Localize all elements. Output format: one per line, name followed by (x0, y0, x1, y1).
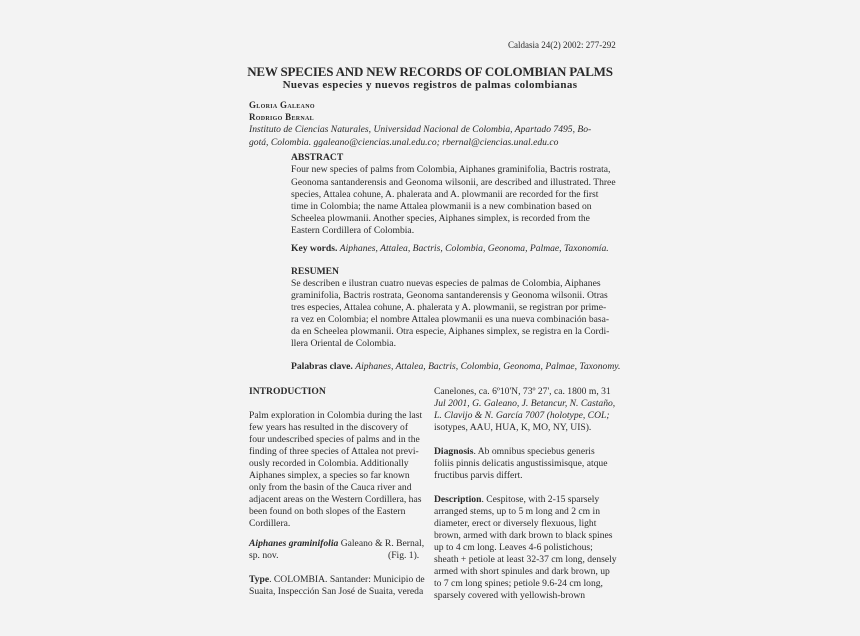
keywords-text: Aiphanes, Attalea, Bactris, Colombia, Geonoma, Palmae, Taxonomía. (339, 243, 609, 254)
description-line: arranged stems, up to 5 m long and 2 cm in (434, 506, 600, 517)
diagnosis-line: foliis pinnis delicatis angustissimisque, atque (434, 458, 608, 469)
type-continued-line: isotypes, AAU, HUA, K, MO, NY, UIS). (434, 422, 592, 433)
description-label: Description (434, 494, 482, 505)
description-line: diameter, erect or diversely flexuous, light (434, 518, 597, 529)
affiliation-line: gotá, Colombia. ggaleano@ciencias.unal.edu.co; rbernal@ciencias.unal.edu.co (249, 137, 559, 148)
description-line: sparsely covered with yellowish-brown (434, 590, 586, 601)
introduction-heading: INTRODUCTION (249, 386, 326, 397)
type-label: Type (249, 574, 270, 585)
running-head: Caldasia 24(2) 2002: 277-292 (508, 40, 616, 50)
resumen-line: llera Oriental de Colombia. (291, 338, 396, 349)
species-authors: Galeano & R. Bernal, (340, 538, 425, 549)
intro-line: ously recorded in Colombia. Additionally (249, 458, 409, 469)
palabras-clave-text: Aiphanes, Attalea, Bactris, Colombia, Geonoma, Palmae, Taxonomy. (355, 361, 621, 372)
abstract-line: Scheelea plowmanii. Another species, Aiphanes simplex, is recorded from the (291, 213, 590, 224)
species-heading (249, 538, 424, 549)
paper-subtitle: Nuevas especies y nuevos registros de palmas colombianas (282, 79, 578, 91)
palabras-clave-label: Palabras clave. (291, 361, 353, 372)
figure-reference: (Fig. 1). (388, 550, 420, 561)
type-continued-line: Jul 2001, G. Galeano, J. Betancur, N. Castaño, (434, 398, 616, 409)
description-line: to 7 cm long spines; petiole 9.6-24 cm long, (434, 578, 603, 589)
intro-line: Aiphanes simplex, a species so far known (249, 470, 410, 481)
intro-line: only from the basin of the Cauca river and (249, 482, 412, 493)
description-line: brown, armed with dark brown to black spines (434, 530, 613, 541)
description-line: sheath + petiole at least 32-37 cm long, densely (434, 554, 617, 565)
diagnosis-label: Diagnosis (434, 446, 474, 457)
resumen-line: tres especies, Attalea cohune, A. phalerata y A. plowmanii, se registran por prime- (291, 302, 607, 313)
species-name: Aiphanes graminifolia (249, 538, 339, 549)
diagnosis-text: . Ab omnibus speciebus generis (473, 446, 595, 457)
description-line: up to 4 cm long. Leaves 4-6 polistichous; (434, 542, 593, 553)
resumen-keywords (291, 361, 620, 372)
diagnosis-line (434, 446, 595, 457)
abstract-line: Eastern Cordillera of Colombia. (291, 225, 415, 236)
type-continued-line: L. Clavijo & N. García 7007 (holotype, COL; (434, 410, 610, 421)
diagnosis-line: fructibus parvis differt. (434, 470, 523, 481)
description-text: . Cespitose, with 2-15 sparsely (481, 494, 600, 505)
resumen-line: da en Scheelea plowmanii. Otra especie, Aiphanes simplex, se registra en la Cordi- (291, 326, 610, 337)
description-line (434, 494, 599, 505)
resumen-line: ra vez en Colombia; el nombre Attalea plowmanii es una nueva combinación basa- (291, 314, 610, 325)
intro-line: been found on both slopes of the Eastern (249, 506, 406, 517)
intro-line: Palm exploration in Colombia during the last (249, 410, 423, 421)
resumen-line: graminifolia, Bactris rostrata, Geonoma santanderensis y Geonoma wilsonii. Otras (291, 290, 608, 301)
intro-line: finding of three species of Attalea not previ- (249, 446, 419, 457)
affiliation-line: Instituto de Ciencias Naturales, Universidad Nacional de Colombia, Apartado 7495, Bo- (249, 124, 592, 135)
paper-title: NEW SPECIES AND NEW RECORDS OF COLOMBIAN PALMS (247, 64, 613, 79)
abstract-line: Geonoma santanderensis and Geonoma wilsonii, are described and illustrated. Three (291, 177, 616, 188)
resumen-line: Se describen e ilustran cuatro nuevas especies de palmas de Colombia, Aiphanes (291, 278, 601, 289)
resumen-heading: RESUMEN (291, 266, 339, 277)
species-nov: sp. nov. (249, 550, 279, 561)
intro-line: Cordillera. (249, 518, 291, 529)
type-line: Suaita, Inspección San José de Suaita, vereda (249, 586, 424, 597)
type-text: . COLOMBIA. Santander: Municipio de (269, 574, 425, 585)
abstract-line: Four new species of palms from Colombia, Aiphanes graminifolia, Bactris rostrata, (291, 164, 611, 175)
description-line: armed with short spinules and dark brown, up (434, 566, 610, 577)
type-continued-line: Canelones, ca. 6º10'N, 73º 27', ca. 1800 m, 31 (434, 386, 611, 397)
author-2: Rodrigo Bernal (249, 112, 314, 122)
author-1: Gloria Galeano (249, 100, 315, 110)
abstract-line: time in Colombia; the name Attalea plowmanii is a new combination based on (291, 201, 592, 212)
abstract-keywords (291, 243, 609, 254)
abstract-line: species, Attalea cohune, A. phalerata and A. plowmanii are recorded for the first (291, 189, 599, 200)
type-line (249, 574, 425, 585)
intro-line: adjacent areas on the Western Cordillera, has (249, 494, 422, 505)
intro-line: four undescribed species of palms and in the (249, 434, 420, 445)
keywords-label: Key words. (291, 243, 338, 254)
intro-line: few years has resulted in the discovery of (249, 422, 409, 433)
abstract-heading: ABSTRACT (291, 152, 344, 163)
